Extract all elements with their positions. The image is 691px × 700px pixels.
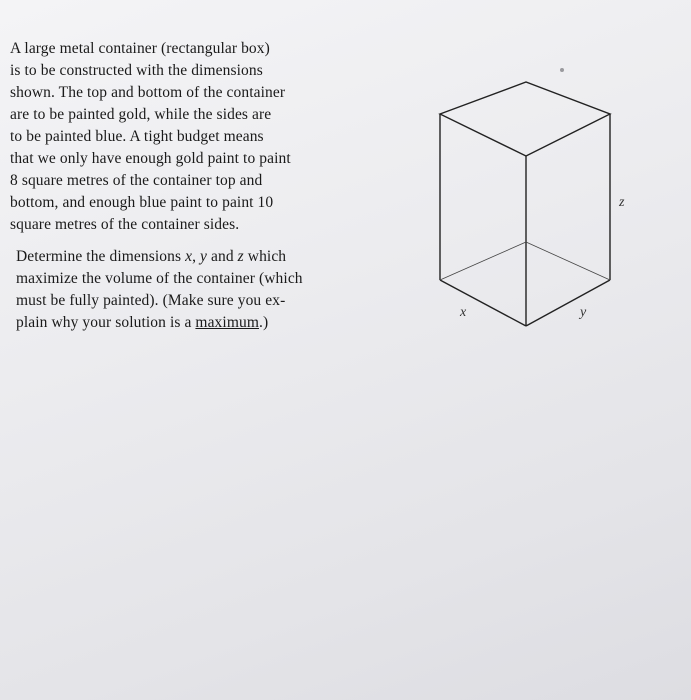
label-z: z: [619, 195, 625, 210]
text-line: is to be constructed with the dimensions: [10, 62, 263, 79]
text-line: bottom, and enough blue paint to paint 10: [10, 194, 274, 211]
text-fragment: Determine the dimensions: [16, 248, 186, 265]
text-fragment: which: [243, 248, 287, 265]
text-line: [16, 246, 358, 268]
box-edge-bottom-right: [526, 280, 610, 326]
text-fragment: and: [207, 248, 238, 265]
variable-y: y: [200, 248, 208, 265]
box-hidden-edge-left: [440, 242, 526, 280]
box-hidden-edge-right: [526, 242, 610, 280]
label-x: x: [460, 305, 467, 320]
text-fragment: plain why your solution is a: [16, 314, 196, 331]
variable-z: z: [237, 248, 244, 265]
variable-x: x: [185, 248, 193, 265]
text-line: must be fully painted). (Make sure you ex-: [16, 292, 286, 309]
text-line: are to be painted gold, while the sides are: [10, 106, 272, 123]
problem-statement: [10, 38, 358, 334]
text-fragment: .): [258, 314, 269, 331]
text-line: 8 square metres of the container top and: [10, 172, 263, 189]
text-line: square metres of the container sides.: [10, 216, 240, 233]
underlined-word: maximum: [195, 314, 259, 331]
box-diagram: [430, 60, 650, 340]
text-fragment: ,: [192, 248, 201, 265]
text-line: maximize the volume of the container (which: [16, 270, 303, 287]
page-dot: [560, 68, 564, 72]
box-diagram-svg: [430, 60, 650, 340]
text-line: [16, 312, 358, 334]
text-line: shown. The top and bottom of the container: [10, 84, 286, 101]
box-top-face: [440, 82, 610, 156]
paragraph-task: [10, 246, 358, 334]
paragraph-constraints: [10, 38, 358, 236]
text-line: A large metal container (rectangular box): [10, 40, 270, 57]
label-y: y: [580, 305, 587, 320]
box-edge-bottom-left: [440, 280, 526, 326]
text-line: to be painted blue. A tight budget means: [10, 128, 264, 145]
text-line: that we only have enough gold paint to paint: [10, 150, 291, 167]
